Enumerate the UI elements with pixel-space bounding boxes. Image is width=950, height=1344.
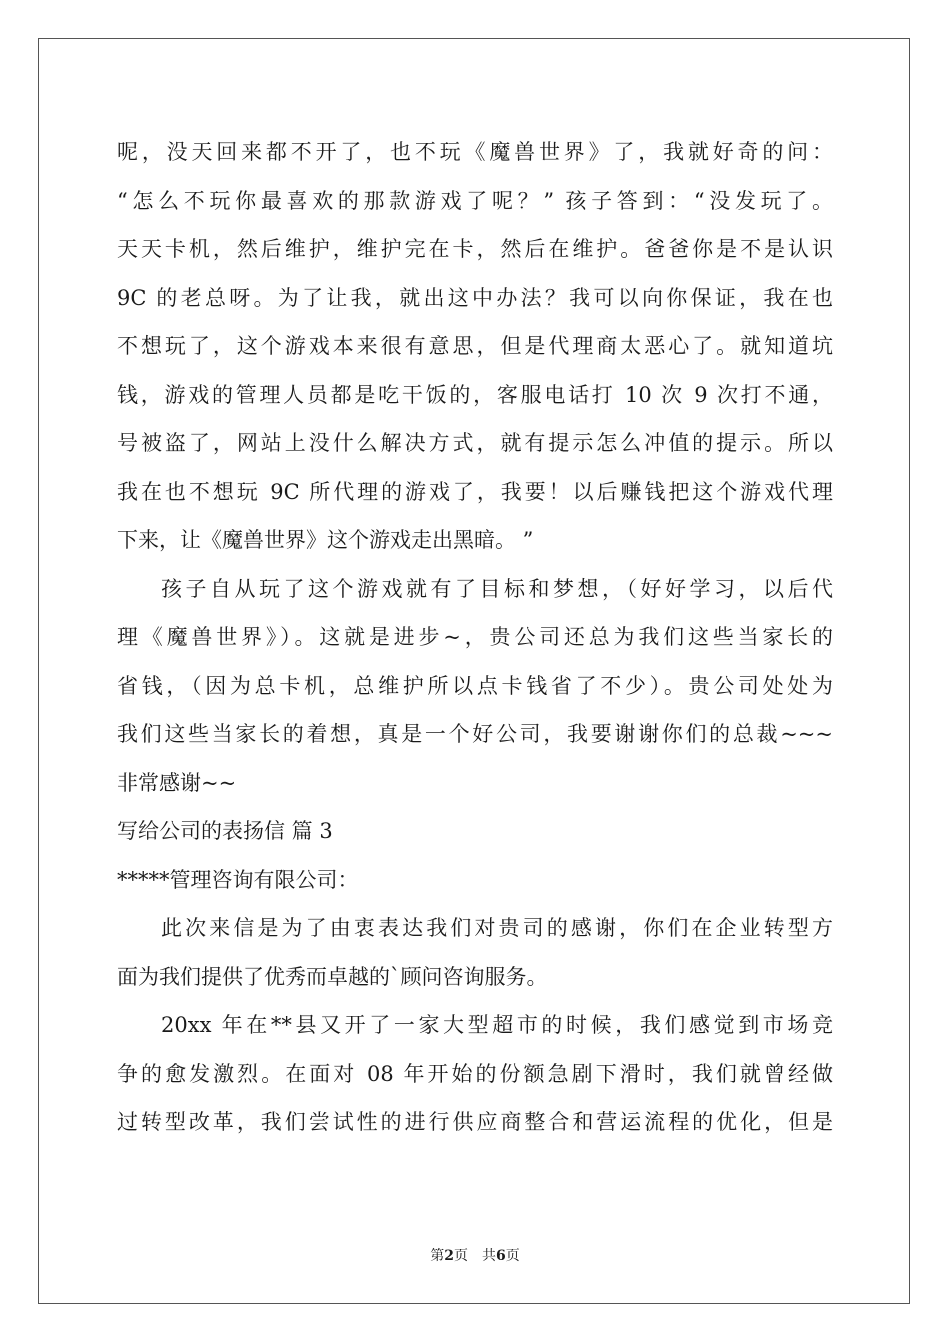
page-footer	[0, 1246, 950, 1266]
text-line: 我在也不想玩 9C 所代理的游戏了，我要！以后赚钱把这个游戏代理	[117, 479, 833, 504]
total-suffix: 页	[505, 1248, 520, 1264]
text-line: 天天卡机，然后维护，维护完在卡，然后在维护。爸爸你是不是认识	[117, 237, 833, 261]
text-line: 呢，没天回来都不开了，也不玩《魔兽世界》了，我就好奇的问：	[117, 140, 833, 164]
page-prefix: 第	[430, 1248, 445, 1264]
text-line: 此次来信是为了由衷表达我们对贵司的感谢，你们在企业转型方	[161, 916, 833, 940]
text-line: 面为我们提供了优秀而卓越的`顾问咨询服务。	[117, 964, 548, 989]
text-line: 钱，游戏的管理人员都是吃干饭的，客服电话打 10 次 9 次打不通，	[117, 382, 833, 407]
total-pages: 6	[496, 1248, 506, 1264]
text-line: 过转型改革，我们尝试性的进行供应商整合和营运流程的优化，但是	[117, 1110, 833, 1134]
page-suffix: 页	[454, 1248, 468, 1264]
text-line: 不想玩了，这个游戏本来很有意思，但是代理商太恶心了。就知道坑	[117, 334, 833, 358]
text-line: 写给公司的表扬信 篇 3	[117, 819, 333, 843]
text-line: 我们这些当家长的着想，真是一个好公司，我要谢谢你们的总裁~~~	[117, 722, 833, 746]
page-number: 2	[444, 1248, 454, 1264]
text-line: *****管理咨询有限公司：	[117, 867, 359, 892]
text-line: 省钱，（因为总卡机，总维护所以点卡钱省了不少）。贵公司处处为	[117, 673, 833, 698]
text-line: 争的愈发激烈。在面对 08 年开始的份额急剧下滑时，我们就曾经做	[117, 1061, 833, 1086]
text-line: “怎么不玩你最喜欢的那款游戏了呢？” 孩子答到：“没发玩了。	[117, 188, 833, 213]
text-line: 孩子自从玩了这个游戏就有了目标和梦想，（好好学习，以后代	[161, 576, 833, 601]
text-line: 非常感谢~~	[117, 770, 237, 795]
text-line: 号被盗了，网站上没什么解决方式，就有提示怎么冲值的提示。所以	[117, 431, 833, 455]
text-line: 下来，让《魔兽世界》这个游戏走出黑暗。 ”	[117, 528, 534, 552]
text-line: 20xx 年在**县又开了一家大型超市的时候，我们感觉到市场竞	[161, 1013, 833, 1037]
text-line: 9C 的老总呀。为了让我，就出这中办法？我可以向你保证，我在也	[117, 285, 833, 310]
text-line: 理《魔兽世界》）。这就是进步~，贵公司还总为我们这些当家长的	[117, 625, 833, 649]
document-body	[117, 128, 833, 1147]
total-prefix: 共	[482, 1248, 496, 1264]
